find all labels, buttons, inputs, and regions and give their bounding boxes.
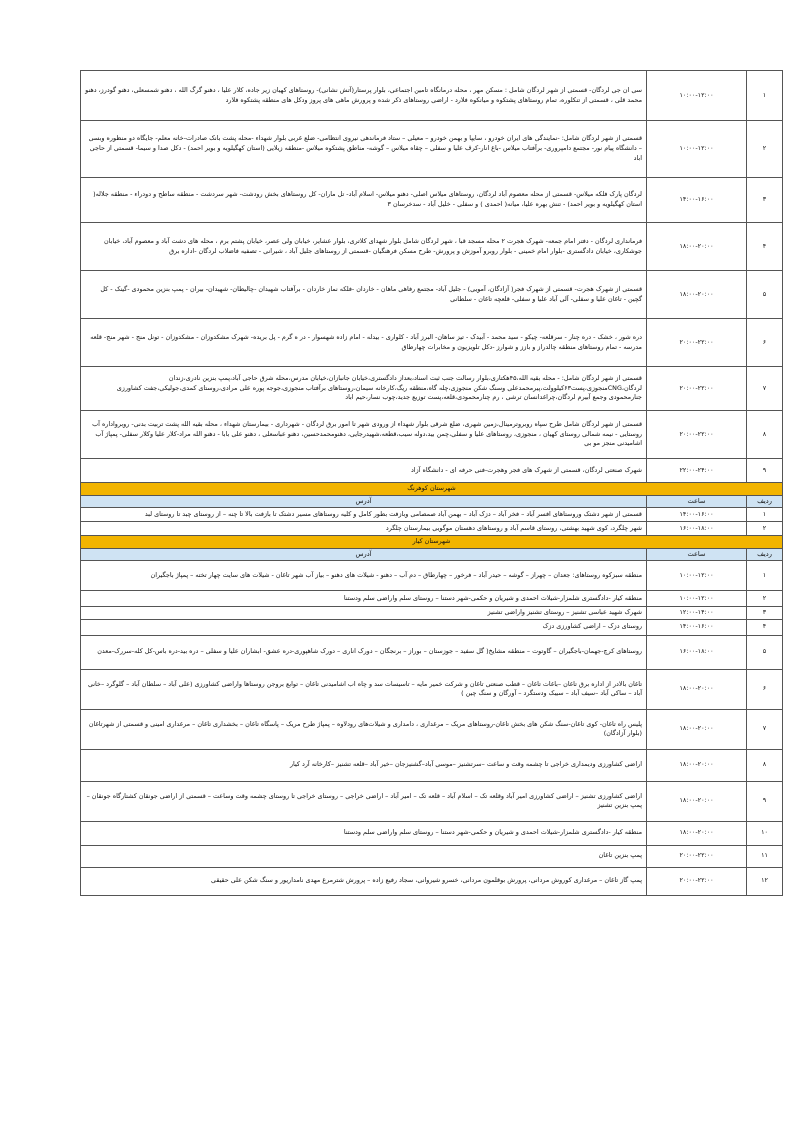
table-row [81,867,783,895]
time-range: ۱۰:۰۰-۱۲:۰۰ [647,561,747,591]
time-range: ۱۰:۰۰-۱۲:۰۰ [647,71,747,121]
table-row [81,619,783,635]
time-range: ۲۰:۰۰-۲۲:۰۰ [647,411,747,459]
row-number: ۶ [747,319,783,367]
address-cell: فرمانداری لردگان - دفتر امام جمعه- شهرک هجرت ۲ محله مسجد قبا ، شهر لردگان شامل بلوار شهدای کلاتری، بلوار عشایر، خیابان ولی عصر، خیابان پشتم برم ، محله های دشت آباد و معصوم آباد، خیابان جوشکاری، خیابان دادگستری -بلوار امام خمینی - بلوار روبرو آموزش و پرورش- طرح مسکن فرهنگیان -قسمتی از روستاهای جلیل آباد ، شیرانی - تصفیه فاضلاب لردگان -اداره برق [81,223,647,271]
row-number: ۷ [747,709,783,749]
time-range: ۱۸:۰۰-۲۰:۰۰ [647,223,747,271]
header-address: آدرس [81,549,647,561]
address-cell: دره شور ، خشک - دره چنار - سرقلعه- چیکو - سید محمد - آبیدک - تیز ساهان- البرز آباد - کلواری - بیدله - امام زاده شهسوار - در ه گرم - پل بریده- شهرک مشکدوزان - مشکدوزان - تونل منج - شهر منج- قلعه مدرسه - تمام روستاهای منطقه چالدراز و بازز و شوارز -دکل تلویزیون و مخابرات چهارطاق [81,319,647,367]
table-row [81,271,783,319]
time-range: ۱۸:۰۰-۲۰:۰۰ [647,749,747,781]
row-number: ۱ [747,508,783,522]
row-number: ۱۲ [747,867,783,895]
address-cell: لردگان پارک فلکه میلاس- قسمتی از محله معصوم آباد لردگان، روستاهای میلاس اصلی- دهنو میلاس- اسلام آباد- تل ماران- کل روستاهای بخش رودشت- شهر سردشت - منطقه ساطح و دودراء - منطقه جلاله( استان کهگیلویه و بویر احمد) - تنش بهره علیا، میانه( احمدی ) و سفلی - خلیل آباد - سدخرسان ۳ [81,178,647,223]
table-row [81,223,783,271]
row-number: ۶ [747,669,783,709]
address-cell: قسمتی از شهر لردگان شامل: - محله بقیه الله،۴۵هکتاری،بلوار رسالت جنب ثبت اسناد،بعداز دادگستری،خیابان جانبازان،خیابان مدرس،محله شرق حاجی آباد،پمپ بنزین نادری،زندان لردگان،CNGمنجوزی،پست۶۳کیلوولت،پیرمحمدعلی وسنگ شکن منجوزی،چله گاه،منطقه ریگ،کارخانه سیمان،روستاهای برآفتاب منجوزی،جوجه پوره علی مرادی،روستای کمدی،جولیکی،جفت کشاورزی جنارمحمودی وجمع آبیرم لردگان،چراغدانسان ترشی ، رم چنارمحمودی،قلعه،پست توزیع جدید،چوب نسار،حیم اباد [81,367,647,411]
address-cell: قسمتی از شهر لردگان شامل: -نمایندگی های ایران خودرو ، سایپا و بهمن خودرو – معیلی – ستاد فرماندهی نیروی انتظامی- ضلع غربی بلوار شهداء -محله پشت بانک صادرات-خانه معلم- جایگاه دو منظوره وبسی – دانشگاه پیام نور- مجتمع دامپروری- برآفتاب میلاس -باغ انار-کرف علیا و سفلی – چقاه میلاس – گوشه- مناطق پشتکوه میلاس -منطقه زیلایی (استان کهگیلویه و بویر احمد) - دکل صدا و سیما- قسمتی از حاجی اباد [81,121,647,178]
address-cell: روستای دزک – اراضی کشاورزی دزک [81,619,647,635]
section-title: شهرستان کوهرنگ [81,483,783,496]
table-row [81,709,783,749]
address-cell: شهر چلگرد، کوی شهید بهشتی، روستای قاسم آباد و روستاهای دهستان موگویی بیمارستان چلگرد [81,522,647,536]
table-row [81,319,783,367]
time-range: ۱۴:۰۰-۱۶:۰۰ [647,619,747,635]
address-cell: پلیس راه تاغان- کوی تاغان-سنگ شکن های بخش تاغان-روستاهای مریک – مرغداری ، دامداری و شیلات‌های رودلاوه – پمپاژ طرح مریک – پاسگاه تاغان – بخشداری تاغان – مرغداری امینی و قسمتی از شهرتاغان (بلوار آزادگان) [81,709,647,749]
table-row [81,367,783,411]
time-range: ۲۰:۰۰-۲۲:۰۰ [647,845,747,867]
row-number: ۱۰ [747,821,783,845]
row-number: ۵ [747,635,783,669]
table-row [81,635,783,669]
table-row [81,591,783,607]
address-cell: منطقه کیار -دادگستری شلمزار-شیلات احمدی و شیریان و حکمی-شهر دستنا – روستای سلم واراضی سلم ودستنا [81,591,647,607]
address-cell: قسمتی از شهر لردگان شامل طرح سپاه روبروترمینال،زمین شهری، ضلع شرقی بلوار شهداء از ورودی شهر تا امور برق لردگان - شهرداری - بیمارستان شهداء ، محله بقیه الله پشت تربیت بدنی- روبرواداره آب روستایی - نیمه شمالی روستای کهیان ، منجوزی، روستاهای علیا و سفلی،چمن بید،دوله سیب،قطعه،شهیدرجایی، دهنومحمدحسین، دهنو عباسعلی ، دهنو علی بابا - دهنو الله مراد-کلار علیا وکلار سفلی- پمپاژ آب اشامیدنی منجز مو بی [81,411,647,459]
time-range: ۱۸:۰۰-۲۰:۰۰ [647,709,747,749]
table-header [81,549,783,561]
time-range: ۱۴:۰۰-۱۶:۰۰ [647,178,747,223]
row-number: ۴ [747,223,783,271]
address-cell: تاغان بالادر از اداره برق تاغان –باغات تاغان – قطب صنعتی تاغان و شرکت خمیر مایه – تاسیسات سد و چاه اب اشامیدنی تاغان – توابع بروجن روستاها واراضی کشاورزی (علی آباد – سلطان آباد – گلوگرد –خانی آباد – ساکی آباد –سیف آباد – سیبک ودستگرد – آورگان و سنگ چین ) [81,669,647,709]
row-number: ۲ [747,121,783,178]
row-number: ۸ [747,411,783,459]
header-row-number: ردیف [747,549,783,561]
table-row [81,607,783,620]
address-cell: سی ان جی لردگان- قسمتی از شهر لردگان شامل : مسکن مهر ، محله درمانگاه تامین اجتماعی، بلوار پرستار(آتش نشانی)- روستاهای کهیان زیر جاده، کلار علیا ، دهنو گرگ الله ، دهنو شمسعلی، دهنو گودرز، دهنو محمد قلی ، قسمتی از تنکلوره، تمام روستاهای پشتکوه و میانکوه فلارد - اراضی روستاهای ذکر شده و پرورش ماهی های پروز ودکل های منطقه پشتکوه فلارد [81,71,647,121]
table-row [81,845,783,867]
time-range: ۱۴:۰۰-۱۶:۰۰ [647,508,747,522]
address-cell: منطقه کیار -دادگستری شلمزار-شیلات احمدی و شیریان و حکمی-شهر دستنا – روستای سلم واراضی سلم ودستنا [81,821,647,845]
row-number: ۸ [747,749,783,781]
time-range: ۱۶:۰۰-۱۸:۰۰ [647,635,747,669]
time-range: ۲۲:۰۰-۲۴:۰۰ [647,459,747,483]
address-cell: روستاهای کرچ-جهمان-باجگیران – گاوتوت – منطقه مشایخ( گل سفید – جوزستان – بوراز – برنجگان – دورک اناری – دورک شاهپوری-دره عشق- ابشاران علیا و سفلی – دره بید-دره باس-کل کله-سررک-معدن [81,635,647,669]
time-range: ۲۰:۰۰-۲۲:۰۰ [647,367,747,411]
address-cell: اراضی کشاورزی ودیمداری خراجی تا چشمه وقت و ساعت –سرتشنیز –موسی آباد–گشنیزجان –خیر آباد –قلعه تشنیز –کارخانه آرد کیار [81,749,647,781]
time-range: ۱۸:۰۰-۲۰:۰۰ [647,781,747,821]
outage-schedule-table [80,70,783,896]
row-number: ۳ [747,178,783,223]
time-range: ۱۰:۰۰-۱۲:۰۰ [647,121,747,178]
time-range: ۱۸:۰۰-۲۰:۰۰ [647,669,747,709]
table-row [81,561,783,591]
row-number: ۴ [747,619,783,635]
table-row [81,459,783,483]
address-cell: پمپ گاز تاغان – مرغداری کوروش مردانی، پرورش بوقلمون مردانی، خسرو شیروانی، سجاد رفیع زاده – پرورش شترمرغ مهدی نامداریور و سنگ شکن علی حقیقی [81,867,647,895]
address-cell: شهرک صنعتی لردگان، قسمتی از شهرک های فجر وهجرت-فنی حرفه ای - دانشگاه آزاد [81,459,647,483]
header-time: ساعت [647,549,747,561]
address-cell: قسمتی از شهرک هجرت- قسمتی از شهرک فجر( آزادگان، آمویی) - جلیل آباد- مجتمع رفاهی ماهان - خاردان -فلکه نماز خاردان - برآفتاب شهیدان -چالیطان- شهیدان- بیران - پمپ بنزین محمودی -گینک - کل گچین - تاغان علیا و سفلی- آلی آباد علیا و سفلی- قلعچه تاغان - سلطانی [81,271,647,319]
time-range: ۱۰:۰۰-۱۲:۰۰ [647,591,747,607]
section-title-kuhrang [81,483,783,496]
time-range: ۱۸:۰۰-۲۰:۰۰ [647,271,747,319]
time-range: ۱۸:۰۰-۲۰:۰۰ [647,821,747,845]
time-range: ۲۰:۰۰-۲۲:۰۰ [647,867,747,895]
address-cell: شهرک شهید عباسی تشنیز – روستای تشنیز واراضی تشنیز [81,607,647,620]
row-number: ۵ [747,271,783,319]
header-time: ساعت [647,496,747,508]
header-row-number: ردیف [747,496,783,508]
row-number: ۹ [747,781,783,821]
row-number: ۱ [747,561,783,591]
row-number: ۲ [747,591,783,607]
table-row [81,178,783,223]
table-row [81,781,783,821]
address-cell: قسمتی از شهر دشتک وروستاهای افسر آباد – فخر آباد – دزک آباد – بهمن آباد صمصامی وبازفت بطور کامل و کلیه روستاهای مسیر دشتک تا بازفت بالا تا چنه – از روستای چبد تا روستای لبد [81,508,647,522]
row-number: ۱۱ [747,845,783,867]
row-number: ۷ [747,367,783,411]
address-cell: منطقه سبزکوه روستاهای: جعدان – چهراز – گوشه – حیدر آباد – فرخور – چهارطاق – دم آب – دهنو - شیلات های دهنو – بیاز آب شهر تاغان - شیلات های سایت چهار تخته – پمپاژ باجگیران [81,561,647,591]
row-number: ۹ [747,459,783,483]
table-row [81,821,783,845]
address-cell: اراضی کشاورزی تشنیز – اراضی کشاورزی امیر آباد وقلعه تک – اسلام آباد – قلعه تک – امیر آباد – اراضی خراجی – روستای خراجی تا روستای چشمه وقت وساعت – قسمتی از اراضی جونقان کشتارگاه جونقان – پمپ بنزین تشنیز [81,781,647,821]
table-row [81,749,783,781]
table-row [81,669,783,709]
section-title: شهرستان کیار [81,536,783,549]
header-address: آدرس [81,496,647,508]
table-row [81,522,783,536]
time-range: ۱۲:۰۰-۱۴:۰۰ [647,607,747,620]
time-range: ۱۶:۰۰-۱۸:۰۰ [647,522,747,536]
row-number: ۱ [747,71,783,121]
table-row [81,508,783,522]
time-range: ۲۰:۰۰-۲۲:۰۰ [647,319,747,367]
table-row [81,121,783,178]
table-header [81,496,783,508]
table-row [81,411,783,459]
row-number: ۲ [747,522,783,536]
table-row [81,71,783,121]
address-cell: پمپ بنزین تاغان [81,845,647,867]
row-number: ۳ [747,607,783,620]
section-title-kiar [81,536,783,549]
